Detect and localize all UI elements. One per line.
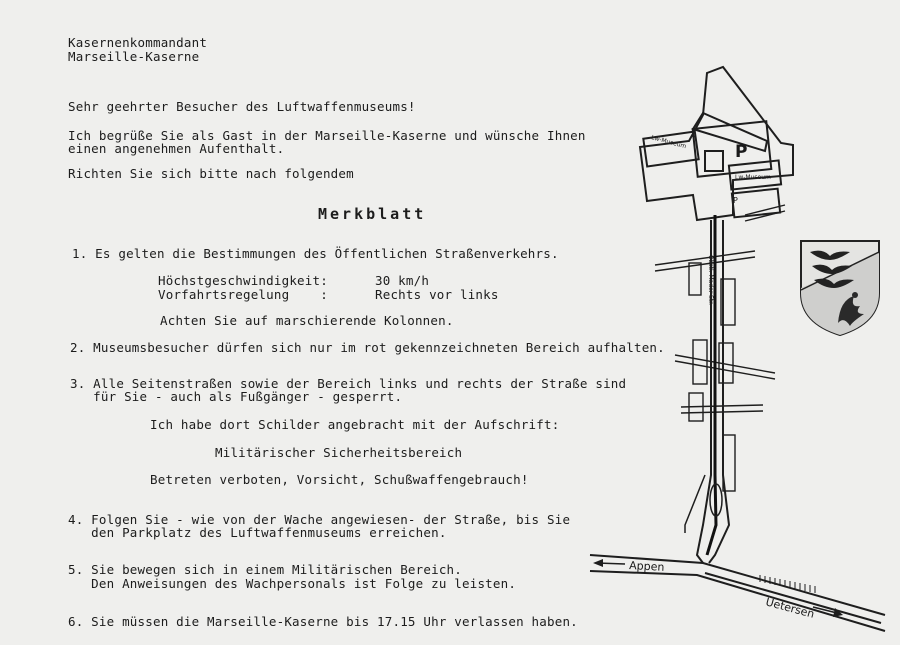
gate-label: P (733, 196, 738, 205)
sender-title: Kasernenkommandant (68, 35, 208, 50)
rule-5-line-2: Den Anweisungen des Wachpersonals ist Folge zu leisten. (68, 576, 517, 591)
rule-4-line-1: 4. Folgen Sie - wie von der Wache angewiesen- der Straße, bis Sie (68, 512, 571, 527)
rule-1-note: Achten Sie auf marschierende Kolonnen. (160, 313, 454, 328)
street-label: Obstl. Mader-Str. (707, 255, 714, 306)
rule-3-line-2: für Sie - auch als Fußgänger - gesperrt. (70, 389, 403, 404)
rule-1: 1. Es gelten die Bestimmungen des Öffentlichen Straßenverkehrs. (72, 246, 559, 261)
priority-value: Rechts vor links (375, 287, 499, 302)
rule-5-line-1: 5. Sie bewegen sich in einem Militärischen Bereich. (68, 562, 463, 577)
document-title: Merkblatt (318, 205, 427, 223)
salutation: Sehr geehrter Besucher des Luftwaffenmuseums! (68, 99, 416, 114)
sign-text: Betreten verboten, Vorsicht, Schußwaffengebrauch! (150, 472, 529, 487)
rule-2: 2. Museumsbesucher dürfen sich nur im rot gekennzeichneten Bereich aufhalten. (70, 340, 665, 355)
access-road (685, 215, 729, 563)
rule-4-line-2: den Parkplatz des Luftwaffenmuseums erreichen. (68, 525, 447, 540)
lead-in: Richten Sie sich bitte nach folgendem (68, 166, 354, 181)
sign-title: Militärischer Sicherheitsbereich (215, 445, 463, 460)
speed-limit-label: Höchstgeschwindigkeit: (158, 273, 328, 288)
speed-limit-value: 30 km/h (375, 273, 430, 288)
intro-line-1: Ich begrüße Sie als Gast in der Marseille-Kaserne und wünsche Ihnen (68, 128, 586, 143)
rule-3-line-1: 3. Alle Seitenstraßen sowie der Bereich links und rechts der Straße sind (70, 376, 627, 391)
arrow-appen (593, 559, 625, 567)
museum-label-left: Lw-Museum (650, 134, 687, 151)
appen-label: Appen (628, 559, 665, 574)
uetersen-label: Uetersen (764, 595, 816, 621)
kaserne-map (585, 55, 895, 640)
museum-label-right: Lw-Museum (735, 174, 771, 181)
parking-label: P (735, 142, 748, 162)
side-buildings (655, 205, 785, 491)
rule-6: 6. Sie müssen die Marseille-Kaserne bis 17.15 Uhr verlassen haben. (68, 614, 578, 629)
priority-label: Vorfahrtsregelung : (158, 287, 328, 302)
rule-3-signs: Ich habe dort Schilder angebracht mit der Aufschrift: (150, 417, 560, 432)
sender-location: Marseille-Kaserne (68, 49, 200, 64)
intro-line-2: einen angenehmen Aufenthalt. (68, 141, 285, 156)
